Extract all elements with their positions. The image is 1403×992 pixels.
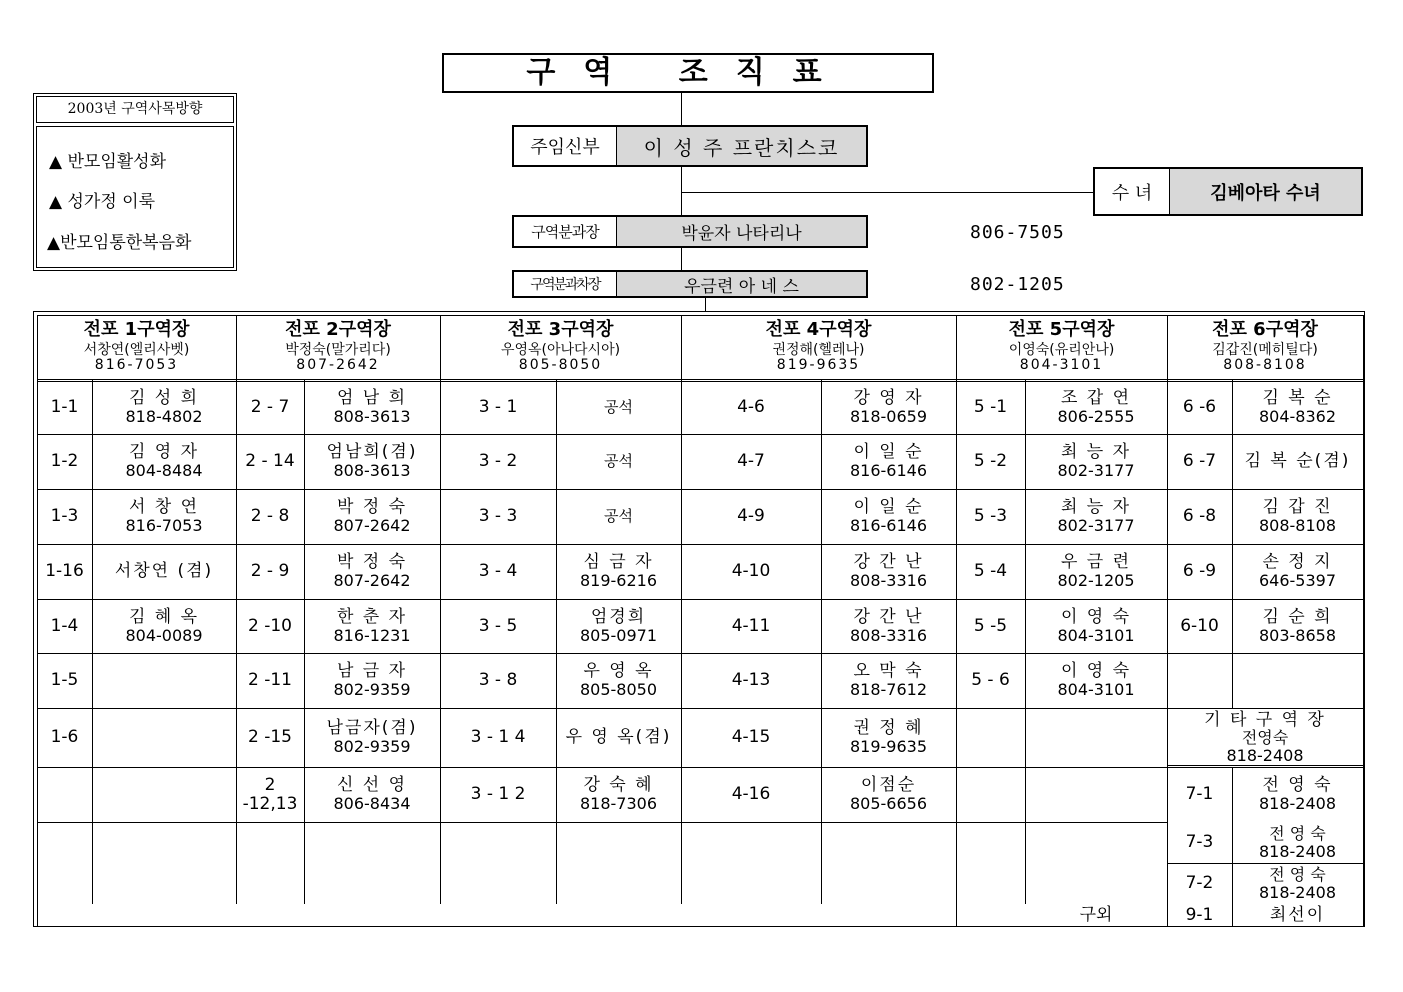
district-head-name: 권정해(헬레나) (772, 342, 865, 358)
unit-number (1167, 489, 1232, 544)
unit-number-text: 4-13 (731, 670, 771, 691)
unit-number-text: 4-11 (731, 615, 771, 636)
unit-number-text: 9-1 (1185, 904, 1214, 925)
unit-leader-name: 강 영 자 (853, 388, 924, 409)
unit-number (1167, 599, 1232, 653)
unit-leader (556, 599, 681, 653)
unit-leader-name: 우 영 옥 (583, 661, 654, 682)
unit-leader-name: 서창연 (겸) (114, 561, 214, 582)
unit-number (440, 653, 556, 708)
unit-number (681, 381, 821, 434)
unit-number-text: 3 - 4 (478, 561, 518, 582)
unit-leader (1232, 599, 1363, 653)
unit-leader-name: 이 영 숙 (1060, 661, 1132, 682)
unit-leader (304, 767, 440, 822)
unit-number-text: 3 - 8 (478, 670, 518, 691)
district-head (956, 315, 1167, 379)
unit-leader-phone: 803-8658 (1258, 625, 1337, 645)
district-head-phone: 816-7053 (94, 357, 179, 374)
unit-leader (304, 599, 440, 653)
unit-number (440, 544, 556, 599)
unit-leader-name: 최선이 (1269, 904, 1326, 925)
unit-leader (1232, 489, 1363, 544)
unit-leader (556, 653, 681, 708)
unit-leader-name: 손 정 지 (1262, 552, 1333, 573)
unit-leader-name: 이 영 숙 (1060, 606, 1132, 627)
unit-number-text: 7-1 (1185, 784, 1214, 805)
unit-number-text: 5 -1 (973, 397, 1008, 418)
unit-leader-phone: 818-0659 (849, 407, 928, 427)
unit-number (37, 489, 92, 544)
unit-number (236, 544, 304, 599)
unit-number (440, 599, 556, 653)
vice-phone: 802-1205 (970, 274, 1065, 295)
pastor-name: 이 성 주 프란치스코 (616, 127, 866, 165)
district-head (236, 315, 440, 379)
unit-leader-name: 박 정 숙 (336, 497, 408, 518)
unit-number-text: 6-10 (1180, 615, 1219, 636)
unit-number (236, 434, 304, 489)
unit-leader-phone: 804-3101 (1057, 625, 1135, 645)
unit-leader (821, 434, 956, 489)
unit-leader (821, 599, 956, 653)
unit-leader-name: 우 영 옥(겸) (565, 727, 672, 748)
unit-leader-phone: 807-2642 (333, 516, 411, 536)
unit-leader-name: 강 숙 혜 (583, 775, 654, 796)
unit-leader (1025, 767, 1167, 822)
chief-phone: 806-7505 (970, 222, 1065, 243)
unit-leader-name: 강 간 난 (853, 552, 924, 573)
grid-line (956, 904, 957, 926)
extra-head-phone: 818-2408 (1226, 745, 1304, 765)
unit-leader-name: 최 능 자 (1060, 442, 1132, 463)
unit-number (1167, 767, 1232, 822)
unit-number (956, 489, 1025, 544)
district-table (33, 311, 1365, 927)
unit-number-text: 4-16 (731, 784, 771, 805)
unit-leader (1232, 767, 1363, 822)
unit-number-text: 3 - 1 (478, 397, 518, 418)
grid-line (1167, 765, 1363, 766)
unit-leader-name: 신 선 영 (336, 775, 408, 796)
unit-leader (1025, 708, 1167, 767)
nun-name: 김베아타 수녀 (1169, 169, 1361, 214)
unit-number-text: 2 -10 (248, 615, 292, 636)
direction-list (36, 126, 234, 268)
unit-number (681, 489, 821, 544)
connector (681, 93, 682, 125)
direction-item: ▲반모임통한복음화 (47, 233, 192, 253)
chief-box (512, 215, 868, 248)
unit-leader-name: 박 정 숙 (336, 552, 408, 573)
unit-leader-name: 공석 (604, 398, 633, 417)
unit-leader-name: 이 일 순 (853, 442, 924, 463)
district-head-title: 전포 6구역장 (1212, 319, 1318, 341)
unit-leader-name: 전 영 숙 (1269, 864, 1326, 884)
unit-leader-phone: 819-6216 (579, 571, 658, 591)
grid-line (37, 822, 1167, 823)
district-head-phone: 808-8108 (1223, 357, 1307, 374)
grid-line (37, 379, 1363, 380)
unit-leader (1232, 822, 1363, 863)
unit-leader (92, 708, 236, 767)
unit-number (1167, 544, 1232, 599)
unit-leader (1232, 434, 1363, 489)
district-head-phone: 807-2642 (296, 357, 380, 374)
unit-number-text: 4-15 (731, 727, 771, 748)
connector (681, 192, 1093, 193)
unit-number-text: 4-7 (737, 451, 765, 472)
connector (681, 166, 682, 216)
district-head-title: 전포 3구역장 (507, 319, 614, 341)
unit-leader-phone: 804-8484 (125, 461, 203, 481)
unit-number-text: 1-1 (50, 397, 79, 418)
unit-leader-name: 강 간 난 (853, 606, 924, 627)
unit-leader (1232, 904, 1363, 926)
district-head-name: 서창연(엘리사벳) (83, 342, 190, 358)
unit-leader (821, 489, 956, 544)
unit-leader (821, 767, 956, 822)
unit-leader-phone: 818-2408 (1258, 882, 1337, 902)
unit-leader-name: 한 춘 자 (336, 606, 408, 627)
unit-number-text: 5 -4 (973, 561, 1008, 582)
unit-leader-name: 김 갑 진 (1262, 497, 1333, 518)
unit-leader-phone: 808-3613 (333, 407, 411, 427)
unit-leader (92, 434, 236, 489)
unit-number-text: 6 -6 (1182, 397, 1217, 418)
unit-leader-name: 이점순 (860, 775, 917, 796)
unit-leader (1232, 863, 1363, 904)
unit-leader (304, 381, 440, 434)
unit-leader (92, 653, 236, 708)
unit-leader (92, 489, 236, 544)
unit-leader (92, 767, 236, 822)
unit-number-text: 1-2 (50, 451, 79, 472)
unit-leader-name: 김 혜 옥 (128, 606, 200, 627)
unit-number (440, 767, 556, 822)
unit-number-text: 1-16 (45, 561, 84, 582)
unit-number (956, 708, 1025, 767)
unit-leader-phone: 808-8108 (1258, 516, 1337, 536)
unit-number (956, 434, 1025, 489)
unit-number-text: 4-10 (731, 561, 771, 582)
district-head (1167, 315, 1363, 379)
unit-number-text: 5 -5 (973, 615, 1008, 636)
unit-leader-name: 우 금 련 (1060, 552, 1132, 573)
unit-leader (1025, 434, 1167, 489)
unit-number-text: 2 - 7 (250, 397, 290, 418)
unit-number-text: 2 -15 (248, 727, 292, 748)
unit-leader (92, 599, 236, 653)
district-head (681, 315, 956, 379)
direction-item: ▲ 반모임활성화 (49, 152, 167, 172)
grid-line (1363, 315, 1364, 926)
unit-number (956, 381, 1025, 434)
unit-leader (304, 653, 440, 708)
unit-leader (556, 381, 681, 434)
unit-number (681, 708, 821, 767)
unit-number-text: 3 - 2 (478, 451, 518, 472)
page-title: 구역 조직표 (442, 53, 934, 93)
unit-leader-name: 남금자(겸) (326, 718, 418, 739)
unit-number (681, 544, 821, 599)
pastor-box (512, 125, 868, 167)
unit-leader-phone: 804-0089 (125, 625, 203, 645)
unit-leader-phone: 819-9635 (849, 737, 928, 757)
unit-number-text: 2 - 9 (250, 561, 290, 582)
unit-number (440, 708, 556, 767)
unit-number-text: 1-3 (50, 506, 79, 527)
unit-number (236, 653, 304, 708)
district-head-title: 전포 5구역장 (1008, 319, 1115, 341)
unit-leader-phone: 807-2642 (333, 571, 411, 591)
unit-number (440, 381, 556, 434)
district-head-name: 이영숙(유리안나) (1008, 342, 1115, 358)
unit-leader (1232, 381, 1363, 434)
unit-leader (556, 767, 681, 822)
unit-number (440, 434, 556, 489)
unit-leader (304, 544, 440, 599)
unit-leader-name: 김 복 순(겸) (1244, 451, 1351, 472)
unit-number (37, 381, 92, 434)
vice-label: 구역분과차장 (514, 272, 616, 296)
unit-leader-name: 이 일 순 (853, 497, 924, 518)
unit-leader-phone: 646-5397 (1258, 571, 1337, 591)
unit-leader (556, 708, 681, 767)
unit-number (1167, 434, 1232, 489)
unit-number (37, 599, 92, 653)
district-head-name: 김갑진(메히틸다) (1212, 342, 1318, 358)
unit-leader-name: 김 복 순 (1262, 388, 1333, 409)
unit-leader (1025, 653, 1167, 708)
unit-number-text: 6 -9 (1182, 561, 1217, 582)
unit-leader-phone: 808-3316 (849, 625, 928, 645)
unit-leader-name: 엄남희(겸) (326, 442, 418, 463)
unit-number-text: 5 - 6 (971, 670, 1010, 691)
vice-box (512, 270, 868, 298)
unit-leader-phone: 818-7612 (849, 680, 928, 700)
unit-number (37, 653, 92, 708)
unit-leader-phone: 805-8050 (579, 680, 658, 700)
unit-leader-name: 조 갑 연 (1060, 388, 1132, 409)
district-head-name: 박정숙(말가리다) (285, 342, 391, 358)
unit-leader-phone: 806-2555 (1057, 407, 1135, 427)
unit-number (1167, 822, 1232, 863)
unit-number-text: 2 -11 (248, 670, 292, 691)
unit-leader (304, 489, 440, 544)
unit-number (681, 767, 821, 822)
district-head-phone: 804-3101 (1019, 357, 1104, 374)
unit-leader (821, 708, 956, 767)
unit-number-text: 1-4 (50, 615, 79, 636)
unit-number (956, 544, 1025, 599)
unit-leader-name: 남 금 자 (336, 661, 408, 682)
unit-leader-name: 김 성 희 (128, 388, 200, 409)
unit-leader-phone: 816-7053 (125, 516, 203, 536)
unit-leader-name: 전 영 숙 (1262, 775, 1333, 796)
connector (681, 248, 682, 271)
connector (705, 297, 706, 311)
unit-leader-name: 김 순 희 (1262, 606, 1333, 627)
unit-number (236, 767, 304, 822)
unit-number-text: 3 - 1 4 (470, 727, 526, 748)
district-head-title: 전포 1구역장 (83, 319, 190, 341)
unit-leader-name: 오 막 숙 (853, 661, 924, 682)
unit-leader-phone: 802-3177 (1057, 461, 1135, 481)
unit-leader-name: 공석 (604, 507, 633, 526)
unit-number-text: 4-9 (737, 506, 765, 527)
unit-leader (304, 434, 440, 489)
unit-leader (821, 544, 956, 599)
unit-leader-name: 권 정 혜 (853, 718, 924, 739)
direction-item: ▲ 성가정 이룩 (49, 192, 155, 212)
unit-leader-phone: 816-6146 (849, 461, 928, 481)
unit-leader-name: 전 영 숙 (1269, 823, 1326, 843)
unit-leader-phone: 808-3613 (333, 461, 411, 481)
unit-leader-name: 심 금 자 (583, 552, 654, 573)
unit-number-text: 2 - 8 (250, 506, 290, 527)
unit-leader-phone: 816-1231 (333, 625, 411, 645)
unit-number-text: 3 - 3 (478, 506, 518, 527)
unit-leader-phone: 802-9359 (333, 680, 411, 700)
unit-number-text: 6 -8 (1182, 506, 1217, 527)
unit-leader-phone: 818-2408 (1258, 841, 1337, 861)
unit-number (37, 708, 92, 767)
extra-head-title: 기 타 구 역 장 (1204, 709, 1326, 730)
unit-number-text: 5 -3 (973, 506, 1008, 527)
unit-number (440, 489, 556, 544)
unit-number (236, 708, 304, 767)
unit-number-text: 1-6 (50, 727, 79, 748)
unit-leader-phone: 804-3101 (1057, 680, 1135, 700)
pastor-label: 주임신부 (514, 127, 616, 165)
unit-leader-phone: 818-2408 (1258, 794, 1337, 814)
unit-number-text: 7-2 (1185, 873, 1214, 894)
unit-leader-phone: 816-6146 (849, 516, 928, 536)
chief-name: 박윤자 나타리나 (616, 217, 866, 246)
unit-leader (1025, 489, 1167, 544)
unit-number-text: 6 -7 (1182, 451, 1217, 472)
unit-leader (1232, 544, 1363, 599)
district-head-name: 우영옥(아나다시아) (500, 342, 621, 358)
direction-heading: 2003년 구역사목방향 (36, 96, 234, 123)
district-head-title: 전포 2구역장 (285, 319, 391, 341)
unit-leader (556, 434, 681, 489)
unit-number-text: 4-6 (737, 397, 765, 418)
unit-leader-phone: 802-3177 (1057, 516, 1135, 536)
district-head-phone: 805-8050 (518, 357, 603, 374)
unit-number (681, 599, 821, 653)
unit-leader (556, 544, 681, 599)
unit-number (681, 434, 821, 489)
unit-leader (821, 653, 956, 708)
unit-leader-phone: 818-4802 (125, 407, 203, 427)
unit-leader (1025, 544, 1167, 599)
unit-leader-phone: 805-0971 (579, 625, 658, 645)
nun-label: 수 녀 (1095, 169, 1169, 214)
unit-leader-phone: 805-6656 (849, 794, 928, 814)
footer-label (1025, 904, 1167, 926)
unit-leader-name: 엄 남 희 (336, 388, 408, 409)
unit-number (1167, 863, 1232, 904)
unit-number-text: 5 -2 (973, 451, 1008, 472)
unit-number-text: 7-3 (1185, 832, 1214, 853)
unit-leader-name: 공석 (604, 452, 633, 471)
unit-number-text: 1-5 (50, 670, 79, 691)
district-head-phone: 819-9635 (776, 357, 861, 374)
unit-number-text: 2 - 14 (245, 451, 295, 472)
extra-head-name: 전영숙 (1241, 728, 1289, 748)
unit-number (1167, 904, 1232, 926)
unit-number (956, 767, 1025, 822)
unit-leader-name: 김 영 자 (128, 442, 200, 463)
unit-leader (1025, 381, 1167, 434)
unit-number-text: 3 - 1 2 (470, 784, 526, 805)
unit-leader (92, 544, 236, 599)
unit-number (236, 599, 304, 653)
chief-label: 구역분과장 (514, 217, 616, 246)
unit-number (37, 767, 92, 822)
unit-leader-phone: 802-1205 (1057, 571, 1135, 591)
unit-leader-phone: 808-3316 (849, 571, 928, 591)
unit-leader-name: 엄경희 (590, 606, 647, 627)
unit-number (236, 489, 304, 544)
unit-leader (556, 489, 681, 544)
footer-label-text: 구외 (1079, 904, 1113, 925)
extra-head (1167, 708, 1363, 767)
unit-number (37, 434, 92, 489)
unit-leader (1025, 599, 1167, 653)
district-head-title: 전포 4구역장 (765, 319, 872, 341)
grid-line (37, 926, 1363, 927)
unit-leader (821, 381, 956, 434)
nun-box (1093, 167, 1363, 216)
unit-number (37, 544, 92, 599)
unit-leader-phone: 806-8434 (333, 794, 411, 814)
unit-number (681, 653, 821, 708)
unit-leader (92, 381, 236, 434)
vice-name: 우금련 아 네 스 (616, 272, 866, 296)
unit-leader-phone: 818-7306 (579, 794, 658, 814)
district-head (440, 315, 681, 379)
unit-leader (304, 708, 440, 767)
unit-number-text: 3 - 5 (478, 615, 518, 636)
unit-number (956, 653, 1025, 708)
unit-number-text: 2 -12,13 (242, 774, 298, 814)
unit-leader-name: 최 능 자 (1060, 497, 1132, 518)
district-head (37, 315, 236, 379)
unit-number (956, 599, 1025, 653)
unit-leader-name: 서 창 연 (128, 497, 200, 518)
unit-leader-phone: 802-9359 (333, 737, 411, 757)
unit-number (236, 381, 304, 434)
unit-leader-phone: 804-8362 (1258, 407, 1337, 427)
unit-number (1167, 381, 1232, 434)
